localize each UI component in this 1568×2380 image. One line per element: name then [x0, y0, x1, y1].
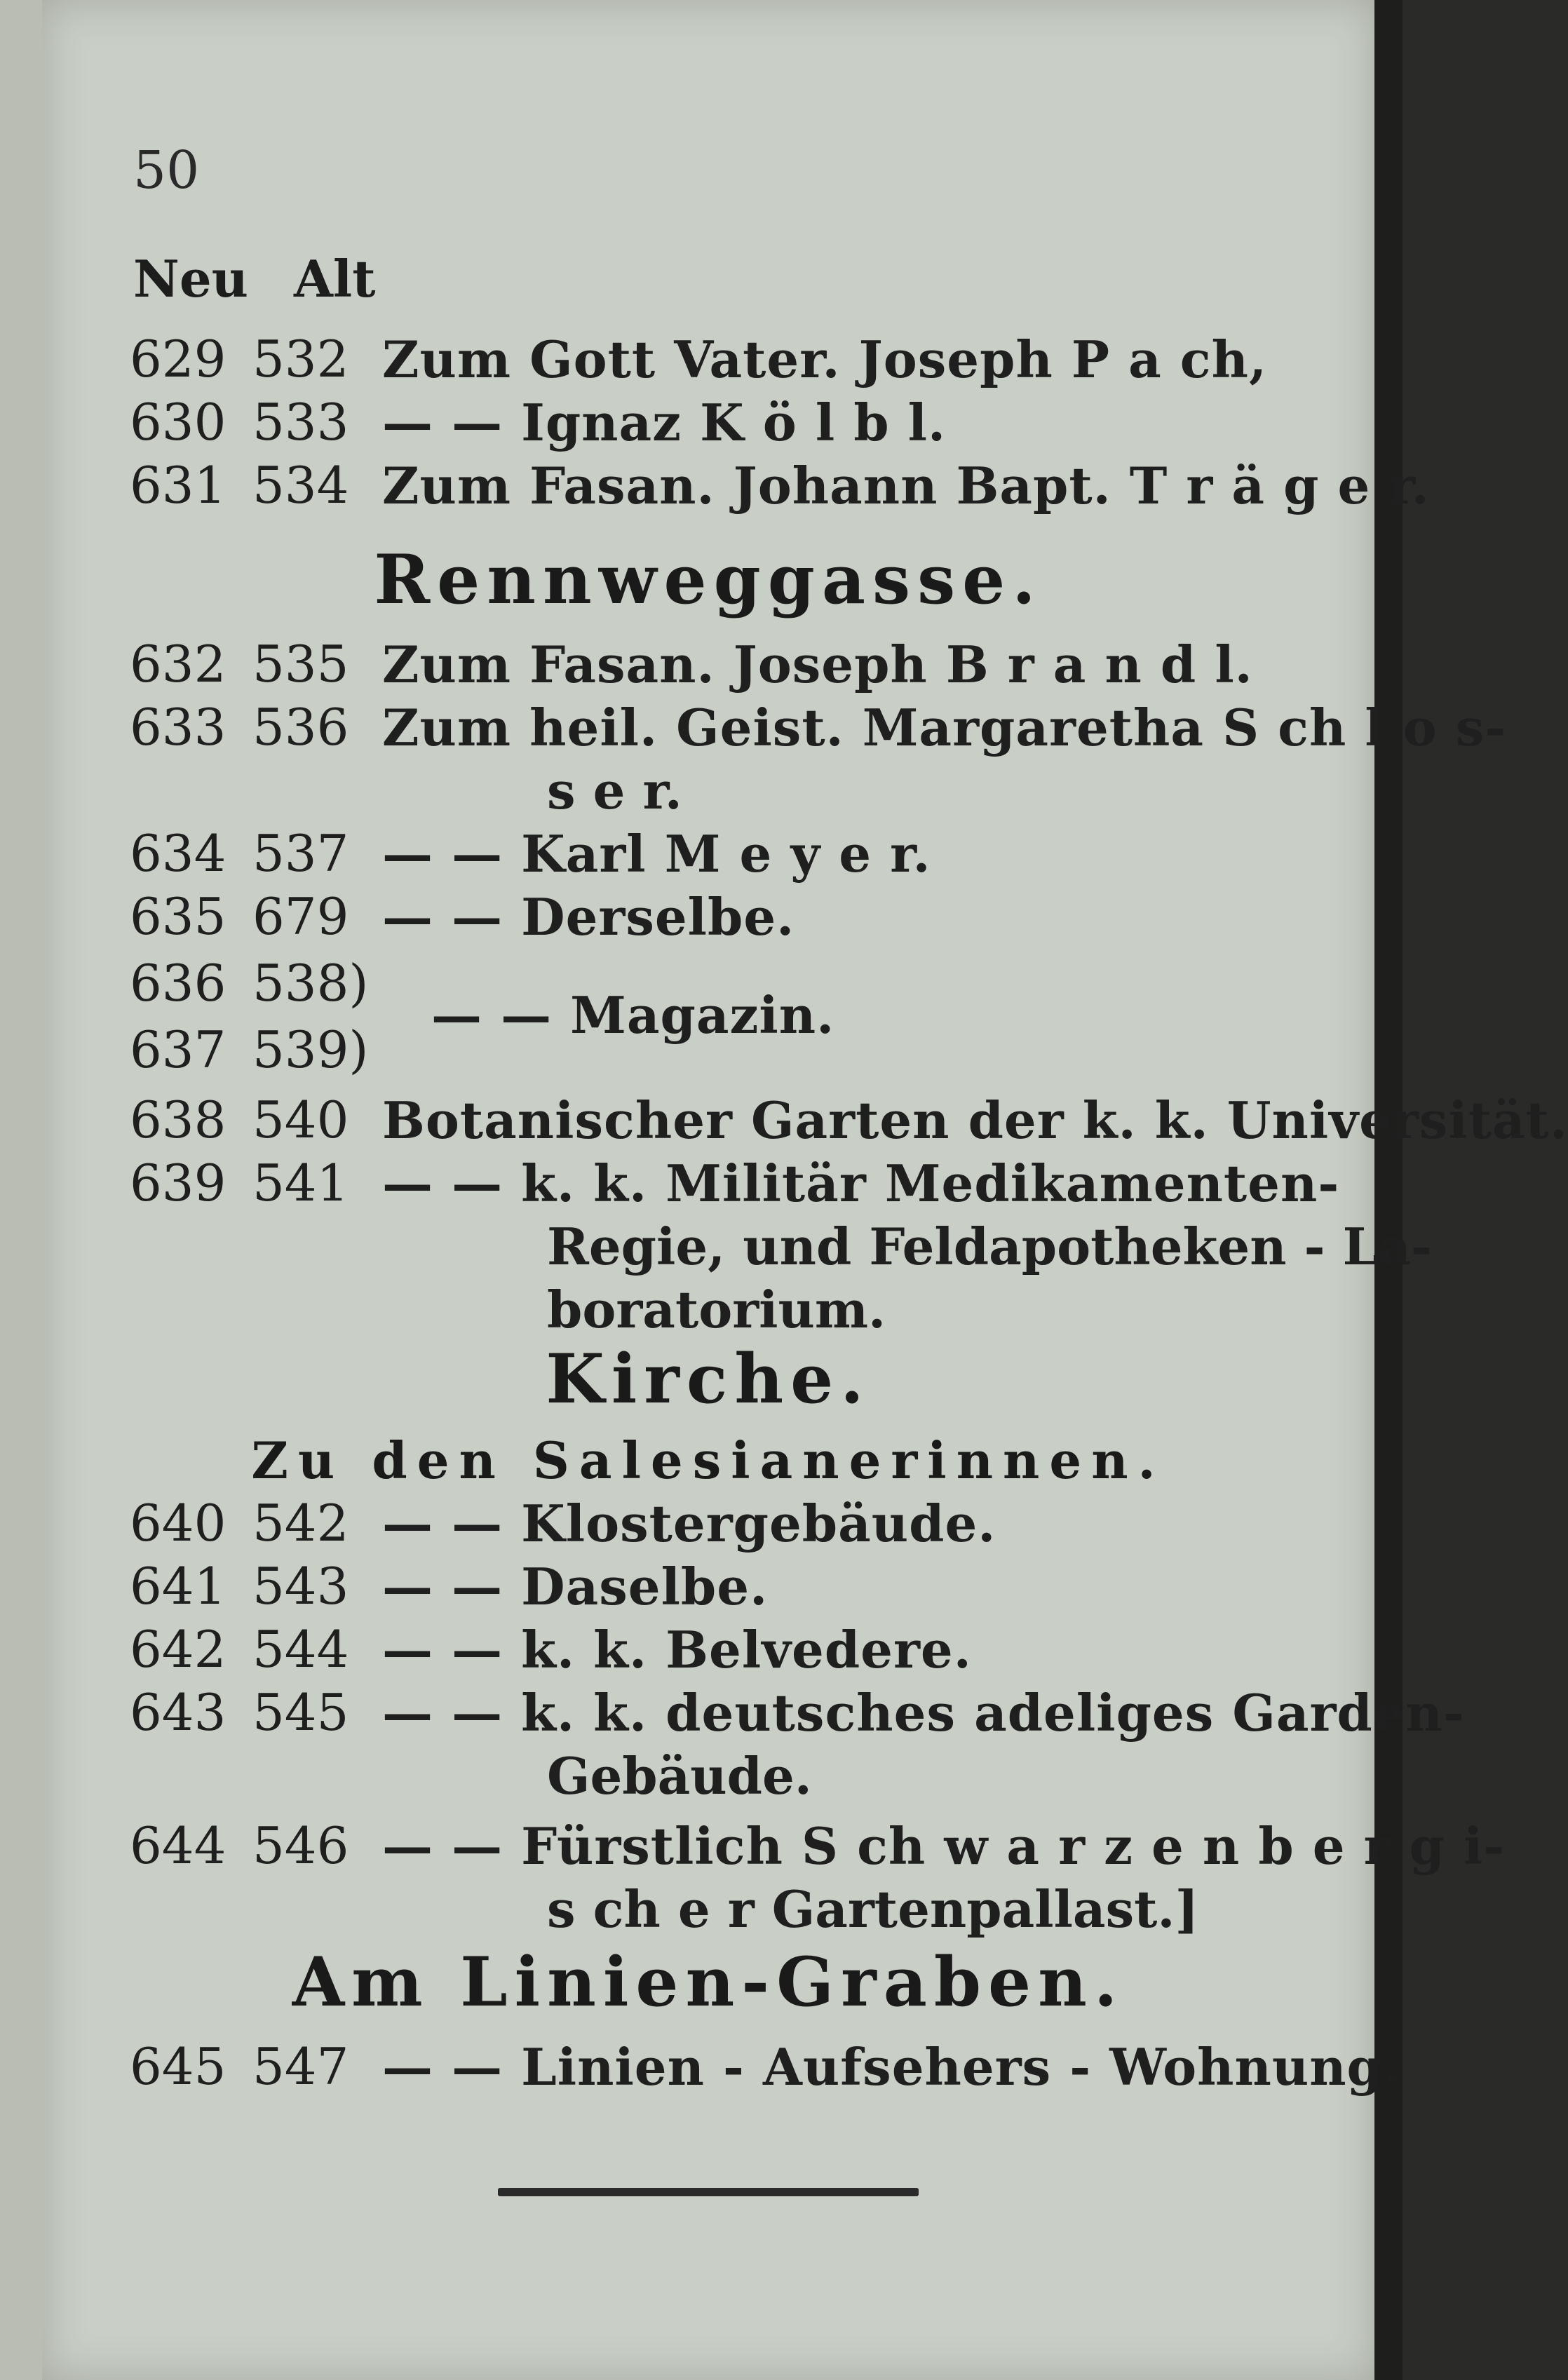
- house-number-new: 638: [130, 1090, 227, 1149]
- house-number-new: 630: [130, 393, 227, 452]
- entry-text: — — k. k. Belvedere.: [382, 1620, 972, 1679]
- house-number-old: 540: [252, 1090, 349, 1149]
- entry-continuation: boratorium.: [547, 1280, 886, 1339]
- house-number-old: 541: [252, 1154, 349, 1212]
- house-number-old: 547: [252, 2037, 349, 2096]
- house-number-new: 644: [130, 1816, 227, 1875]
- house-number-old: 544: [252, 1620, 349, 1679]
- magazin-entry: [42, 985, 1374, 1050]
- entry-continuation: s ch e r Gartenpallast.]: [547, 1879, 1199, 1939]
- house-number-old: 536: [252, 698, 349, 757]
- house-number-new: 637: [130, 1020, 227, 1079]
- house-number-old: 542: [252, 1494, 349, 1553]
- entry-text: — — k. k. deutsches adeliges Garden-: [382, 1683, 1465, 1743]
- section-heading-rennweggasse: Rennweggasse.: [374, 540, 1043, 619]
- list-item: [42, 698, 1507, 762]
- house-number-new: 641: [130, 1557, 227, 1616]
- entry-text: Zum Gott Vater. Joseph P a ch,: [382, 330, 1268, 389]
- page-number: 50: [133, 140, 200, 201]
- entry-text: — — Ignaz K ö l b l.: [382, 393, 947, 452]
- house-number-new: 645: [130, 2037, 227, 2096]
- list-item: [42, 824, 1374, 888]
- entry-continuation: s e r.: [547, 761, 682, 820]
- list-item: [42, 635, 1374, 699]
- house-number-new: 632: [130, 635, 227, 694]
- list-item: [42, 1494, 1374, 1558]
- subheading-salesianerinnen: Zu den Salesianerinnen.: [251, 1431, 1165, 1490]
- house-number-old: 535: [252, 635, 349, 694]
- left-page-edge: [0, 0, 42, 2380]
- column-headers: [133, 249, 404, 309]
- list-item: [42, 1620, 1374, 1684]
- list-item: [42, 1816, 1506, 1881]
- house-number-old: 679: [252, 887, 349, 946]
- house-number-new: 631: [130, 456, 227, 515]
- list-item: [42, 1557, 1374, 1621]
- house-number-old: 543: [252, 1557, 349, 1616]
- house-number-new: 640: [130, 1494, 227, 1553]
- entry-text: Botanischer Garten der k. k. Universität.: [382, 1090, 1568, 1150]
- list-item: [42, 1683, 1465, 1747]
- entry-text: — — Derselbe.: [382, 887, 795, 947]
- house-number-old: 538): [252, 954, 369, 1013]
- house-number-new: 629: [130, 330, 227, 388]
- entry-continuation: Regie, und Feldapotheken - La-: [547, 1217, 1432, 1276]
- entry-text: — — Magazin.: [431, 985, 835, 1045]
- entry-text: Zum heil. Geist. Margaretha S ch l o s-: [382, 698, 1507, 757]
- list-item: [42, 2037, 1401, 2102]
- house-number-old: 545: [252, 1683, 349, 1742]
- house-number-old: 537: [252, 824, 349, 883]
- entry-text: — — Klostergebäude.: [382, 1494, 996, 1553]
- closing-rule: [498, 2188, 919, 2196]
- house-number-new: 639: [130, 1154, 227, 1212]
- entry-text: — — Fürstlich S ch w a r z e n b e r g i-: [382, 1816, 1506, 1876]
- house-number-old: 539): [252, 1020, 369, 1079]
- house-number-new: 642: [130, 1620, 227, 1679]
- house-number-old: 533: [252, 393, 349, 452]
- list-item: [42, 1154, 1374, 1218]
- list-item: [42, 393, 1374, 457]
- entry-text: — — k. k. Militär Medikamenten-: [382, 1154, 1340, 1213]
- list-item: [42, 887, 1374, 952]
- house-number-new: 636: [130, 954, 227, 1013]
- book-page: [42, 0, 1568, 2380]
- entry-continuation: Gebäude.: [547, 1746, 812, 1806]
- entry-text: Zum Fasan. Joseph B r a n d l.: [382, 635, 1253, 694]
- house-number-new: 635: [130, 887, 227, 946]
- entry-text: — — Linien - Aufsehers - Wohnung.: [382, 2037, 1401, 2097]
- column-header-alt: Alt: [294, 249, 376, 309]
- entry-text: — — Daselbe.: [382, 1557, 769, 1616]
- section-heading-kirche: Kirche.: [546, 1339, 871, 1419]
- house-number-old: 534: [252, 456, 349, 515]
- list-item: [42, 456, 1430, 520]
- section-heading-linien-graben: Am Linien-Graben.: [292, 1942, 1125, 2022]
- house-number-new: 633: [130, 698, 227, 757]
- house-number-old: 532: [252, 330, 349, 388]
- entry-text: Zum Fasan. Johann Bapt. T r ä g e r.: [382, 456, 1430, 515]
- list-item: [42, 1090, 1568, 1155]
- house-number-new: 634: [130, 824, 227, 883]
- column-header-neu: Neu: [133, 249, 248, 309]
- house-number-old: 546: [252, 1816, 349, 1875]
- house-number-new: 643: [130, 1683, 227, 1742]
- list-item: [42, 330, 1374, 394]
- entry-text: — — Karl M e y e r.: [382, 824, 931, 884]
